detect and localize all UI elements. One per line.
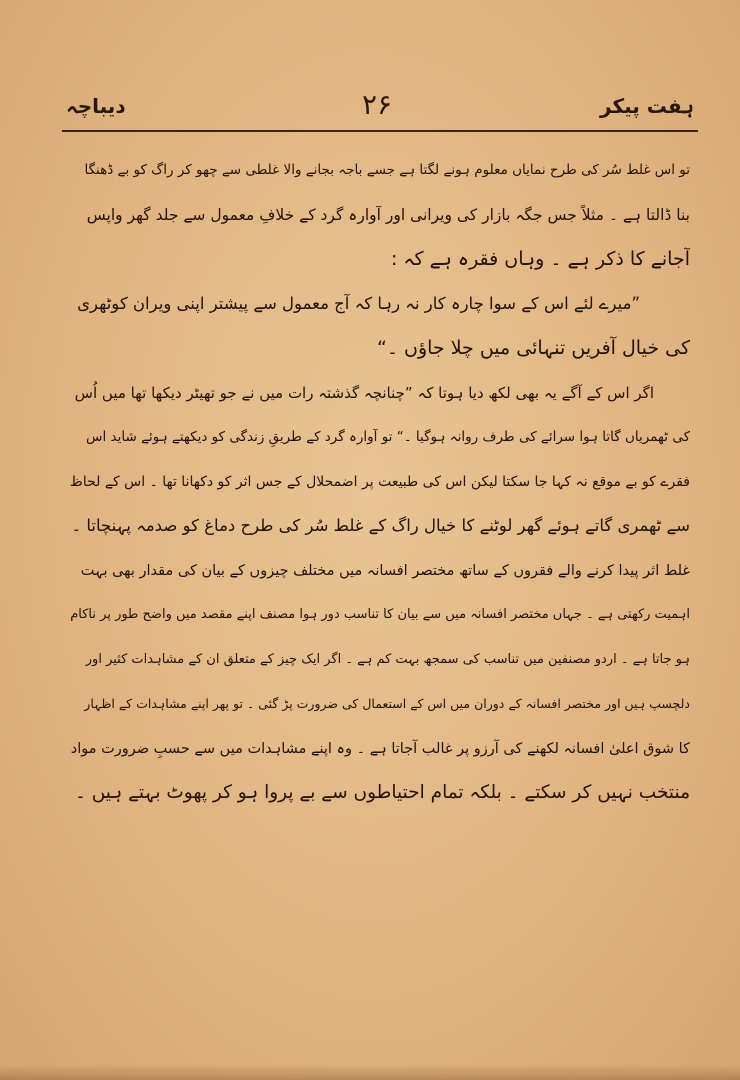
header-rule — [62, 130, 698, 132]
text-line: منتخب نہیں کر سکتے ۔ بلکہ تمام احتیاطوں سے بے پروا ہو کر پھوٹ بہتے ہیں ۔ — [74, 782, 690, 803]
quote-line: کی خیال آفریں تنہائی میں چلا جاؤں ۔“ — [377, 337, 690, 359]
text-line: غلط اثر پیدا کرنے والے فقروں کے ساتھ مختصر افسانہ میں مختلف چیزوں کے بیان کی مقدار بھی بہت — [80, 562, 690, 579]
page-edge-shadow — [0, 1064, 740, 1080]
text-line: آجانے کا ذکر ہے ۔ وہاں فقرہ ہے کہ : — [390, 248, 690, 270]
text-line: سے ٹھمری گاتے ہوئے گھر لوٹنے کا خیال راگ کے غلط سُر کی طرح دماغ کو صدمہ پہنچاتا ۔ — [71, 516, 690, 535]
text-line: اہمیت رکھتی ہے ۔ جہاں مختصر افسانہ میں سے بیان کا تناسب دور ہوا مصنف اپنے مقصد میں واضح طور پر ناکام — [70, 607, 690, 622]
quote-line: ”میرے لئے اس کے سوا چارہ کار نہ رہا کہ آج معمول سے پیشتر اپنی ویران کوٹھری — [77, 293, 640, 313]
text-line: دلچسپ ہیں اور مختصر افسانہ کے دوران میں اس کے استعمال کی ضرورت پڑ گئی ۔ تو پھر اپنے مشاہدات کے اظہار — [84, 696, 690, 711]
text-line: کا شوق اعلیٰ افسانہ لکھنے کی آرزو پر غالب آجاتا ہے ۔ وہ اپنے مشاہدات میں سے حسبِ ضرورت مواد — [70, 740, 690, 757]
text-line: فقرے کو بے موقع نہ کہا جا سکتا لیکن اس کی طبیعت پر اضمحلال کے جس اثر کو دکھانا تھا ۔ اس کے لحاظ — [70, 473, 690, 490]
page-header — [62, 90, 698, 130]
text-line: ہو جاتا ہے ۔ اردو مصنفین میں تناسب کی سمجھ بہت کم ہے ۔ اگر ایک چیز کے متعلق ان کے مشاہدات کثیر اور — [85, 651, 690, 667]
book-title: ہفت پیکر — [600, 94, 694, 118]
page-body — [70, 148, 690, 816]
text-line: تو اس غلط سُر کی طرح نمایاں معلوم ہونے لگتا ہے جسے باجہ بجانے والا غلطی سے چھو کر راگ کو بے ڈھنگا — [84, 162, 690, 178]
section-title: دیباچہ — [66, 94, 126, 118]
text-line: بنا ڈالتا ہے ۔ مثلاً جس جگہ بازار کی ویرانی اور آوارہ گرد کے خلافِ معمول سے جلد گھر واپس — [86, 205, 690, 224]
text-line: اگر اس کے آگے یہ بھی لکھ دیا ہوتا کہ ”چنانچہ گذشتہ رات میں نے جو تھیٹر دیکھا تھا میں اُس — [74, 383, 654, 402]
text-line: کی ٹھمریاں گاتا ہوا سرائے کی طرف روانہ ہوگیا ۔“ تو آوارہ گرد کے طریقِ زندگی کو دیکھتے ہوئے شاید اس — [85, 429, 690, 445]
page-number: ۲۶ — [362, 88, 393, 121]
